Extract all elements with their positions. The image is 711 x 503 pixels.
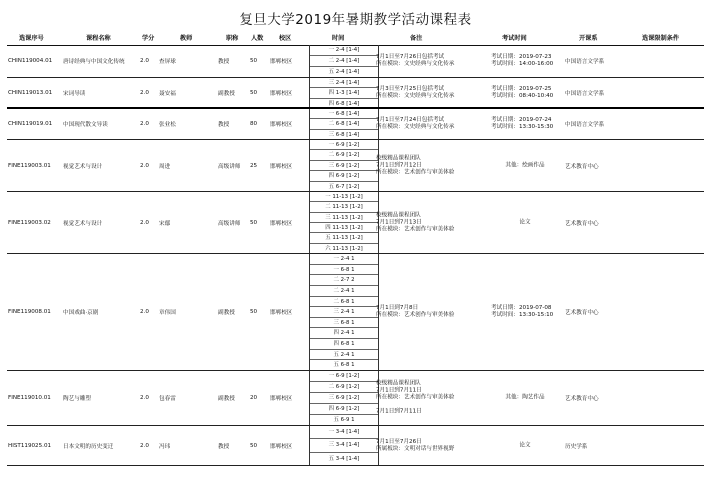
course-teacher: 包春雷: [159, 396, 176, 402]
time-slot-column: [309, 78, 379, 107]
course-note: [376, 439, 454, 453]
note-line: [376, 402, 454, 409]
table-row: [7, 192, 704, 254]
note-line: 所在模块：文史经典与文化传承: [376, 92, 455, 99]
course-capacity: 50: [250, 58, 258, 64]
note-line: 7月1日到7月12日: [376, 162, 422, 168]
course-credit: 2.0: [140, 121, 149, 127]
course-capacity: 50: [250, 442, 258, 449]
header-teacher: 教师: [180, 35, 193, 42]
note-line: 所在模块：艺术创作与审美体验: [376, 226, 455, 232]
course-department: 中国语言文学系: [565, 122, 605, 128]
note-line: 7月1日到7月11日: [376, 387, 422, 394]
note-line: 7月1日到7月8日: [376, 305, 419, 311]
time-slot: 二 2-7 2: [310, 275, 378, 286]
course-teacher: 张业松: [159, 122, 176, 128]
exam-line: 考试日期：2019-07-08: [491, 305, 552, 311]
time-slot: 三 6-9 [1-2]: [310, 161, 378, 171]
course-department: 中国语言文学系: [565, 59, 605, 65]
time-slot: 一 3-4 [1-4]: [310, 426, 378, 439]
exam-info: [491, 305, 553, 319]
time-slot: 四 2-4 1: [310, 328, 378, 339]
time-slot: 五 11-13 [1-2]: [310, 233, 378, 243]
time-slot: 二 11-13 [1-2]: [310, 202, 378, 212]
time-slot-column: [309, 45, 379, 77]
note-line: 所在模块：艺术创作与审美体验: [376, 169, 455, 175]
teacher-rank: 教授: [218, 443, 230, 450]
course-credit: 2.0: [140, 58, 149, 64]
course-department: 艺术教育中心: [565, 163, 599, 170]
course-teacher: 章伟国: [159, 310, 176, 316]
exam-info: [487, 442, 563, 449]
table-row: [7, 78, 704, 109]
course-note: [376, 54, 454, 68]
time-slot: 四 1-3 [1-4]: [310, 88, 378, 98]
header-campus: 校区: [279, 35, 292, 42]
course-name: 陶艺与雕塑: [63, 396, 91, 402]
course-capacity: 50: [250, 219, 258, 226]
time-slot: 二 6-8 1: [310, 297, 378, 308]
note-line: 所在模块：艺术创作与审美体验: [376, 312, 455, 318]
course-teacher: 宋鄢: [159, 220, 171, 227]
header-limit: 选课限制条件: [642, 35, 680, 42]
time-slot: 五 6-8 1: [333, 362, 355, 369]
exam-info: [487, 162, 563, 169]
teacher-rank: 副教授: [218, 396, 235, 402]
course-code: CHIN119013.01: [8, 89, 53, 96]
time-slot: 六 11-13 [1-2]: [325, 245, 363, 252]
header-rank: 职称: [226, 35, 239, 42]
time-slot: 五 3-4 [1-4]: [328, 455, 360, 462]
time-slot: 一 2-4 [1-4]: [310, 45, 378, 56]
exam-line: 考试日期：2019-07-24: [491, 117, 552, 123]
course-credit: 2.0: [140, 442, 149, 449]
time-slot-column: [309, 192, 379, 253]
note-line: 7月1日至7月26日: [376, 438, 422, 445]
note-line: 所属板块：文明对话与世界视野: [376, 445, 455, 452]
time-slot: 一 6-8 1: [310, 265, 378, 276]
course-credit: 2.0: [140, 309, 149, 315]
course-name: 视觉艺术与设计: [63, 163, 103, 170]
time-slot: 五 2-4 [1-4]: [328, 69, 360, 75]
exam-line: 论文: [519, 219, 531, 225]
course-campus: 邯郸校区: [270, 122, 293, 128]
course-code: FINE119010.01: [8, 395, 51, 401]
time-slot-column: [309, 426, 379, 465]
table-row: [7, 140, 704, 192]
course-capacity: 50: [250, 309, 258, 315]
table-row: [7, 109, 704, 140]
course-campus: 邯郸校区: [270, 163, 293, 170]
header-time: 时间: [332, 35, 345, 42]
course-name: 视觉艺术与设计: [63, 220, 103, 227]
header-exam: 考试时间: [502, 35, 527, 42]
exam-line: 考试日期：2019-07-25: [491, 85, 552, 92]
course-campus: 邯郸校区: [270, 443, 293, 450]
time-slot: 四 6-9 [1-2]: [310, 171, 378, 181]
course-name: 宋词导读: [63, 90, 86, 97]
time-slot: 五 6-7 [1-2]: [328, 183, 360, 190]
course-capacity: 80: [250, 121, 258, 127]
course-credit: 2.0: [140, 219, 149, 226]
header-dept: 开课系: [579, 35, 598, 42]
note-line: 7月1日到7月11日: [376, 408, 422, 415]
teacher-rank: 高级讲师: [218, 220, 241, 227]
course-department: 艺术教育中心: [565, 220, 599, 227]
note-line: 7月1日到7月13日: [376, 219, 422, 225]
course-capacity: 50: [250, 89, 258, 96]
header-count: 人数: [251, 35, 264, 42]
teacher-rank: 副教授: [218, 90, 235, 97]
note-line: 所在模块：文史经典与文化传承: [376, 61, 455, 67]
time-slot-column: [309, 109, 379, 139]
exam-line: 考试时间：08:40-10:40: [491, 92, 554, 99]
exam-line: 考试时间：13:30-15:10: [491, 312, 554, 318]
exam-info: [491, 86, 553, 100]
time-slot: 四 6-8 1: [310, 339, 378, 350]
course-teacher: 冯玮: [159, 443, 171, 450]
course-credit: 2.0: [140, 162, 149, 169]
course-name: 唐诗经典与中国文化传统: [63, 59, 125, 65]
course-name: 中国戏曲·京剧: [63, 310, 99, 316]
course-note: [376, 212, 454, 233]
course-campus: 邯郸校区: [270, 90, 293, 97]
table-row: [7, 426, 704, 466]
time-slot: 三 6-8 [1-4]: [328, 131, 360, 138]
note-line: 7月1日至7月26日包括考试: [376, 54, 445, 60]
time-slot-column: [309, 140, 379, 191]
course-capacity: 20: [250, 395, 258, 401]
teacher-rank: 教授: [218, 122, 230, 128]
course-campus: 邯郸校区: [270, 59, 293, 65]
course-teacher: 周进: [159, 163, 171, 170]
course-name: 日本文明的历史变迁: [63, 443, 114, 450]
course-department: 艺术教育中心: [565, 310, 599, 316]
exam-line: 其他：绘画作品: [505, 162, 545, 168]
header-credit: 学分: [142, 35, 155, 42]
course-department: 中国语言文学系: [565, 90, 605, 97]
header-note: 备注: [410, 35, 423, 42]
time-slot: 三 6-9 [1-2]: [310, 393, 378, 404]
teacher-rank: 高级讲师: [218, 163, 241, 170]
exam-line: 考试时间：14:00-16:00: [491, 61, 554, 67]
note-line: 7月1日至7月24日包括考试: [376, 117, 445, 123]
time-slot: 四 11-13 [1-2]: [310, 223, 378, 233]
course-campus: 邯郸校区: [270, 220, 293, 227]
teacher-rank: 副教授: [218, 310, 235, 316]
time-slot: 三 2-4 [1-4]: [310, 78, 378, 88]
course-code: CHIN119004.01: [8, 58, 53, 64]
time-slot: 一 6-9 [1-2]: [310, 371, 378, 382]
course-name: 中国现代散文导读: [63, 122, 108, 128]
course-campus: 邯郸校区: [270, 396, 293, 402]
exam-info: [487, 219, 563, 226]
header-code: 选课序号: [19, 35, 44, 42]
course-campus: 邯郸校区: [270, 310, 293, 316]
page-title: 复旦大学2019年暑期教学活动课程表: [239, 12, 472, 28]
time-slot: 三 3-4 [1-4]: [310, 439, 378, 452]
time-slot: 三 11-13 [1-2]: [310, 213, 378, 223]
course-department: 历史学系: [565, 443, 588, 450]
time-slot: 二 2-4 1: [310, 286, 378, 297]
course-note: [376, 155, 454, 176]
table-row: [7, 254, 704, 371]
table-row: [7, 45, 704, 78]
course-department: 艺术教育中心: [565, 396, 599, 402]
course-capacity: 25: [250, 162, 258, 169]
time-slot: 二 2-4 [1-4]: [310, 56, 378, 67]
time-slot: 一 11-13 [1-2]: [310, 192, 378, 202]
exam-line: 论文: [519, 442, 531, 448]
course-teacher: 聂安福: [159, 90, 176, 97]
time-slot: 五 6-9 1: [333, 417, 355, 423]
exam-line: 考试时间：13:30-15:30: [491, 124, 554, 130]
time-slot: 五 2-4 1: [310, 350, 378, 361]
time-slot: 三 6-8 1: [310, 318, 378, 329]
course-credit: 2.0: [140, 395, 149, 401]
note-line: 所在模块：文史经典与文化传承: [376, 124, 455, 130]
course-note: [376, 381, 454, 416]
course-credit: 2.0: [140, 89, 149, 96]
time-slot: 二 6-9 [1-2]: [310, 150, 378, 160]
time-slot: 四 6-8 [1-4]: [328, 100, 360, 107]
table-header: [7, 30, 704, 45]
note-line: 校级精品课程团队: [376, 212, 421, 218]
note-line: 7月3日至7月25日包括考试: [376, 85, 445, 92]
course-note: [376, 86, 454, 100]
course-code: FINE119003.01: [8, 162, 51, 169]
course-code: FINE119003.02: [8, 219, 51, 226]
time-slot: 一 6-8 [1-4]: [310, 109, 378, 119]
header-name: 课程名称: [86, 35, 111, 42]
time-slot-column: [309, 371, 379, 425]
time-slot: 三 2-4 1: [310, 307, 378, 318]
time-slot: 一 2-4 1: [310, 254, 378, 265]
course-code: HIST119025.01: [8, 442, 52, 449]
course-code: FINE119008.01: [8, 309, 51, 315]
time-slot: 二 6-9 [1-2]: [310, 382, 378, 393]
exam-line: 其他：陶艺作品: [505, 394, 545, 401]
exam-info: [491, 117, 553, 131]
time-slot: 一 6-9 [1-2]: [310, 140, 378, 150]
course-teacher: 查屏球: [159, 59, 176, 65]
course-note: [376, 305, 454, 319]
exam-info: [491, 54, 553, 68]
time-slot: 二 6-8 [1-4]: [310, 119, 378, 129]
course-note: [376, 117, 454, 131]
time-slot: 四 6-9 [1-2]: [310, 404, 378, 415]
exam-info: [487, 395, 563, 402]
note-line: 校级精品课程团队: [376, 155, 421, 161]
time-slot-column: [309, 254, 379, 370]
teacher-rank: 教授: [218, 59, 230, 65]
note-line: 所在模块：艺术创作与审美体验: [376, 394, 455, 401]
table-row: [7, 371, 704, 426]
note-line: 校级精品课程团队: [376, 380, 421, 387]
course-code: CHIN119019.01: [8, 121, 53, 127]
exam-line: 考试日期：2019-07-23: [491, 54, 552, 60]
